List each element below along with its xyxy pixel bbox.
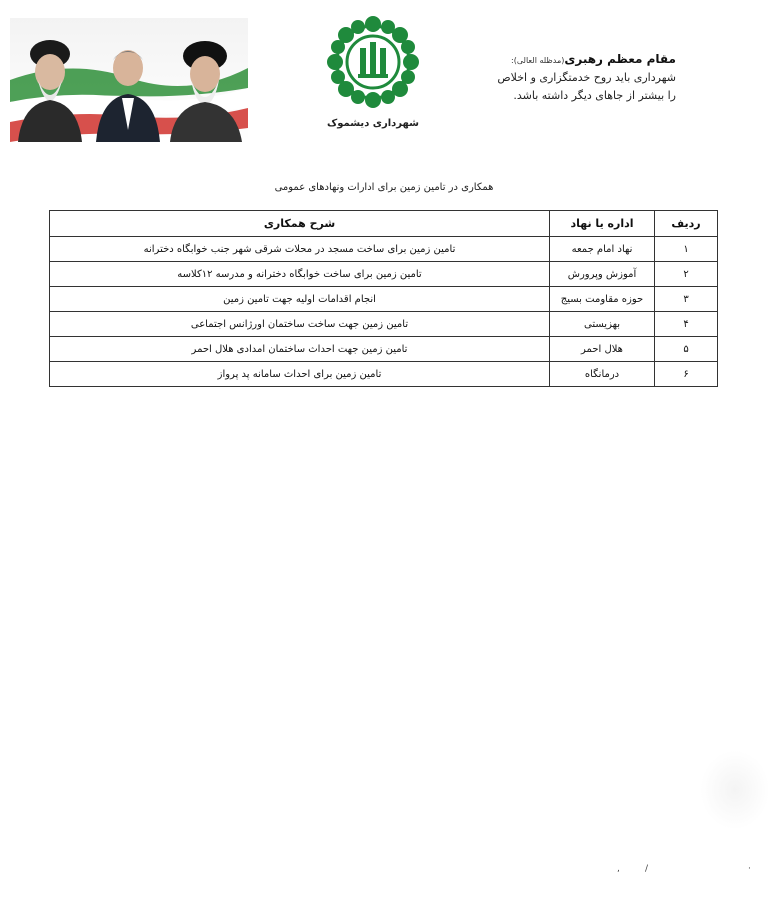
table-row xyxy=(50,312,718,337)
portrait-illustration xyxy=(10,18,248,142)
description-cell: تامین زمین برای ساخت مسجد در محلات شرقی شهر جنب خوابگاه دخترانه xyxy=(50,237,550,262)
scan-smudge xyxy=(700,750,768,830)
description-cell: تامین زمین جهت ساخت ساختمان اورژانس اجتماعی xyxy=(50,312,550,337)
header-description: شرح همکاری xyxy=(50,211,550,237)
organization-cell: بهزیستی xyxy=(550,312,655,337)
description-cell: تامین زمین برای احداث سامانه پد پرواز xyxy=(50,362,550,387)
document-title: همکاری در تامین زمین برای ادارات ونهادهای عمومی xyxy=(274,182,494,193)
organization-cell: حوزه مقاومت بسیج xyxy=(550,287,655,312)
table-row xyxy=(50,237,718,262)
organization-cell: آموزش وپرورش xyxy=(550,262,655,287)
header-row-number: ردیف xyxy=(655,211,718,237)
row-number-cell: ۲ xyxy=(655,262,718,287)
description-cell: تامین زمین برای ساخت خوابگاه دخترانه و مدرسه ۱۲کلاسه xyxy=(50,262,550,287)
leaders-portrait-banner xyxy=(10,18,248,142)
description-cell: انجام اقدامات اولیه جهت تامین زمین xyxy=(50,287,550,312)
table-row xyxy=(50,337,718,362)
row-number-cell: ۳ xyxy=(655,287,718,312)
header-organization: اداره یا نهاد xyxy=(550,211,655,237)
organization-cell: هلال احمر xyxy=(550,337,655,362)
municipality-logo xyxy=(318,12,428,142)
row-number-cell: ۶ xyxy=(655,362,718,387)
quote-title xyxy=(416,52,676,66)
municipality-emblem-icon xyxy=(318,12,428,116)
description-cell: تامین زمین جهت احداث ساختمان امدادی هلال احمر xyxy=(50,337,550,362)
cooperation-table xyxy=(49,210,718,387)
organization-cell: درمانگاه xyxy=(550,362,655,387)
table-row xyxy=(50,262,718,287)
table-row xyxy=(50,287,718,312)
row-number-cell: ۵ xyxy=(655,337,718,362)
table-row xyxy=(50,362,718,387)
table-header-row xyxy=(50,211,718,237)
scan-speck: / xyxy=(645,864,649,874)
scan-speck: , xyxy=(617,864,620,874)
quote-line-1: شهرداری باید روح خدمتگزاری و اخلاص xyxy=(497,71,676,84)
quote-title-text: مقام معظم رهبری xyxy=(564,52,676,66)
organization-cell: نهاد امام جمعه xyxy=(550,237,655,262)
row-number-cell: ۴ xyxy=(655,312,718,337)
leader-quote xyxy=(416,52,676,102)
scan-speck: · xyxy=(748,864,751,874)
row-number-cell: ۱ xyxy=(655,237,718,262)
logo-caption: شهرداری دیشموک xyxy=(327,118,419,129)
quote-line-2: را بیشتر از جاهای دیگر داشته باشد. xyxy=(513,89,676,103)
quote-honorific: (مدظله العالی): xyxy=(511,56,565,65)
